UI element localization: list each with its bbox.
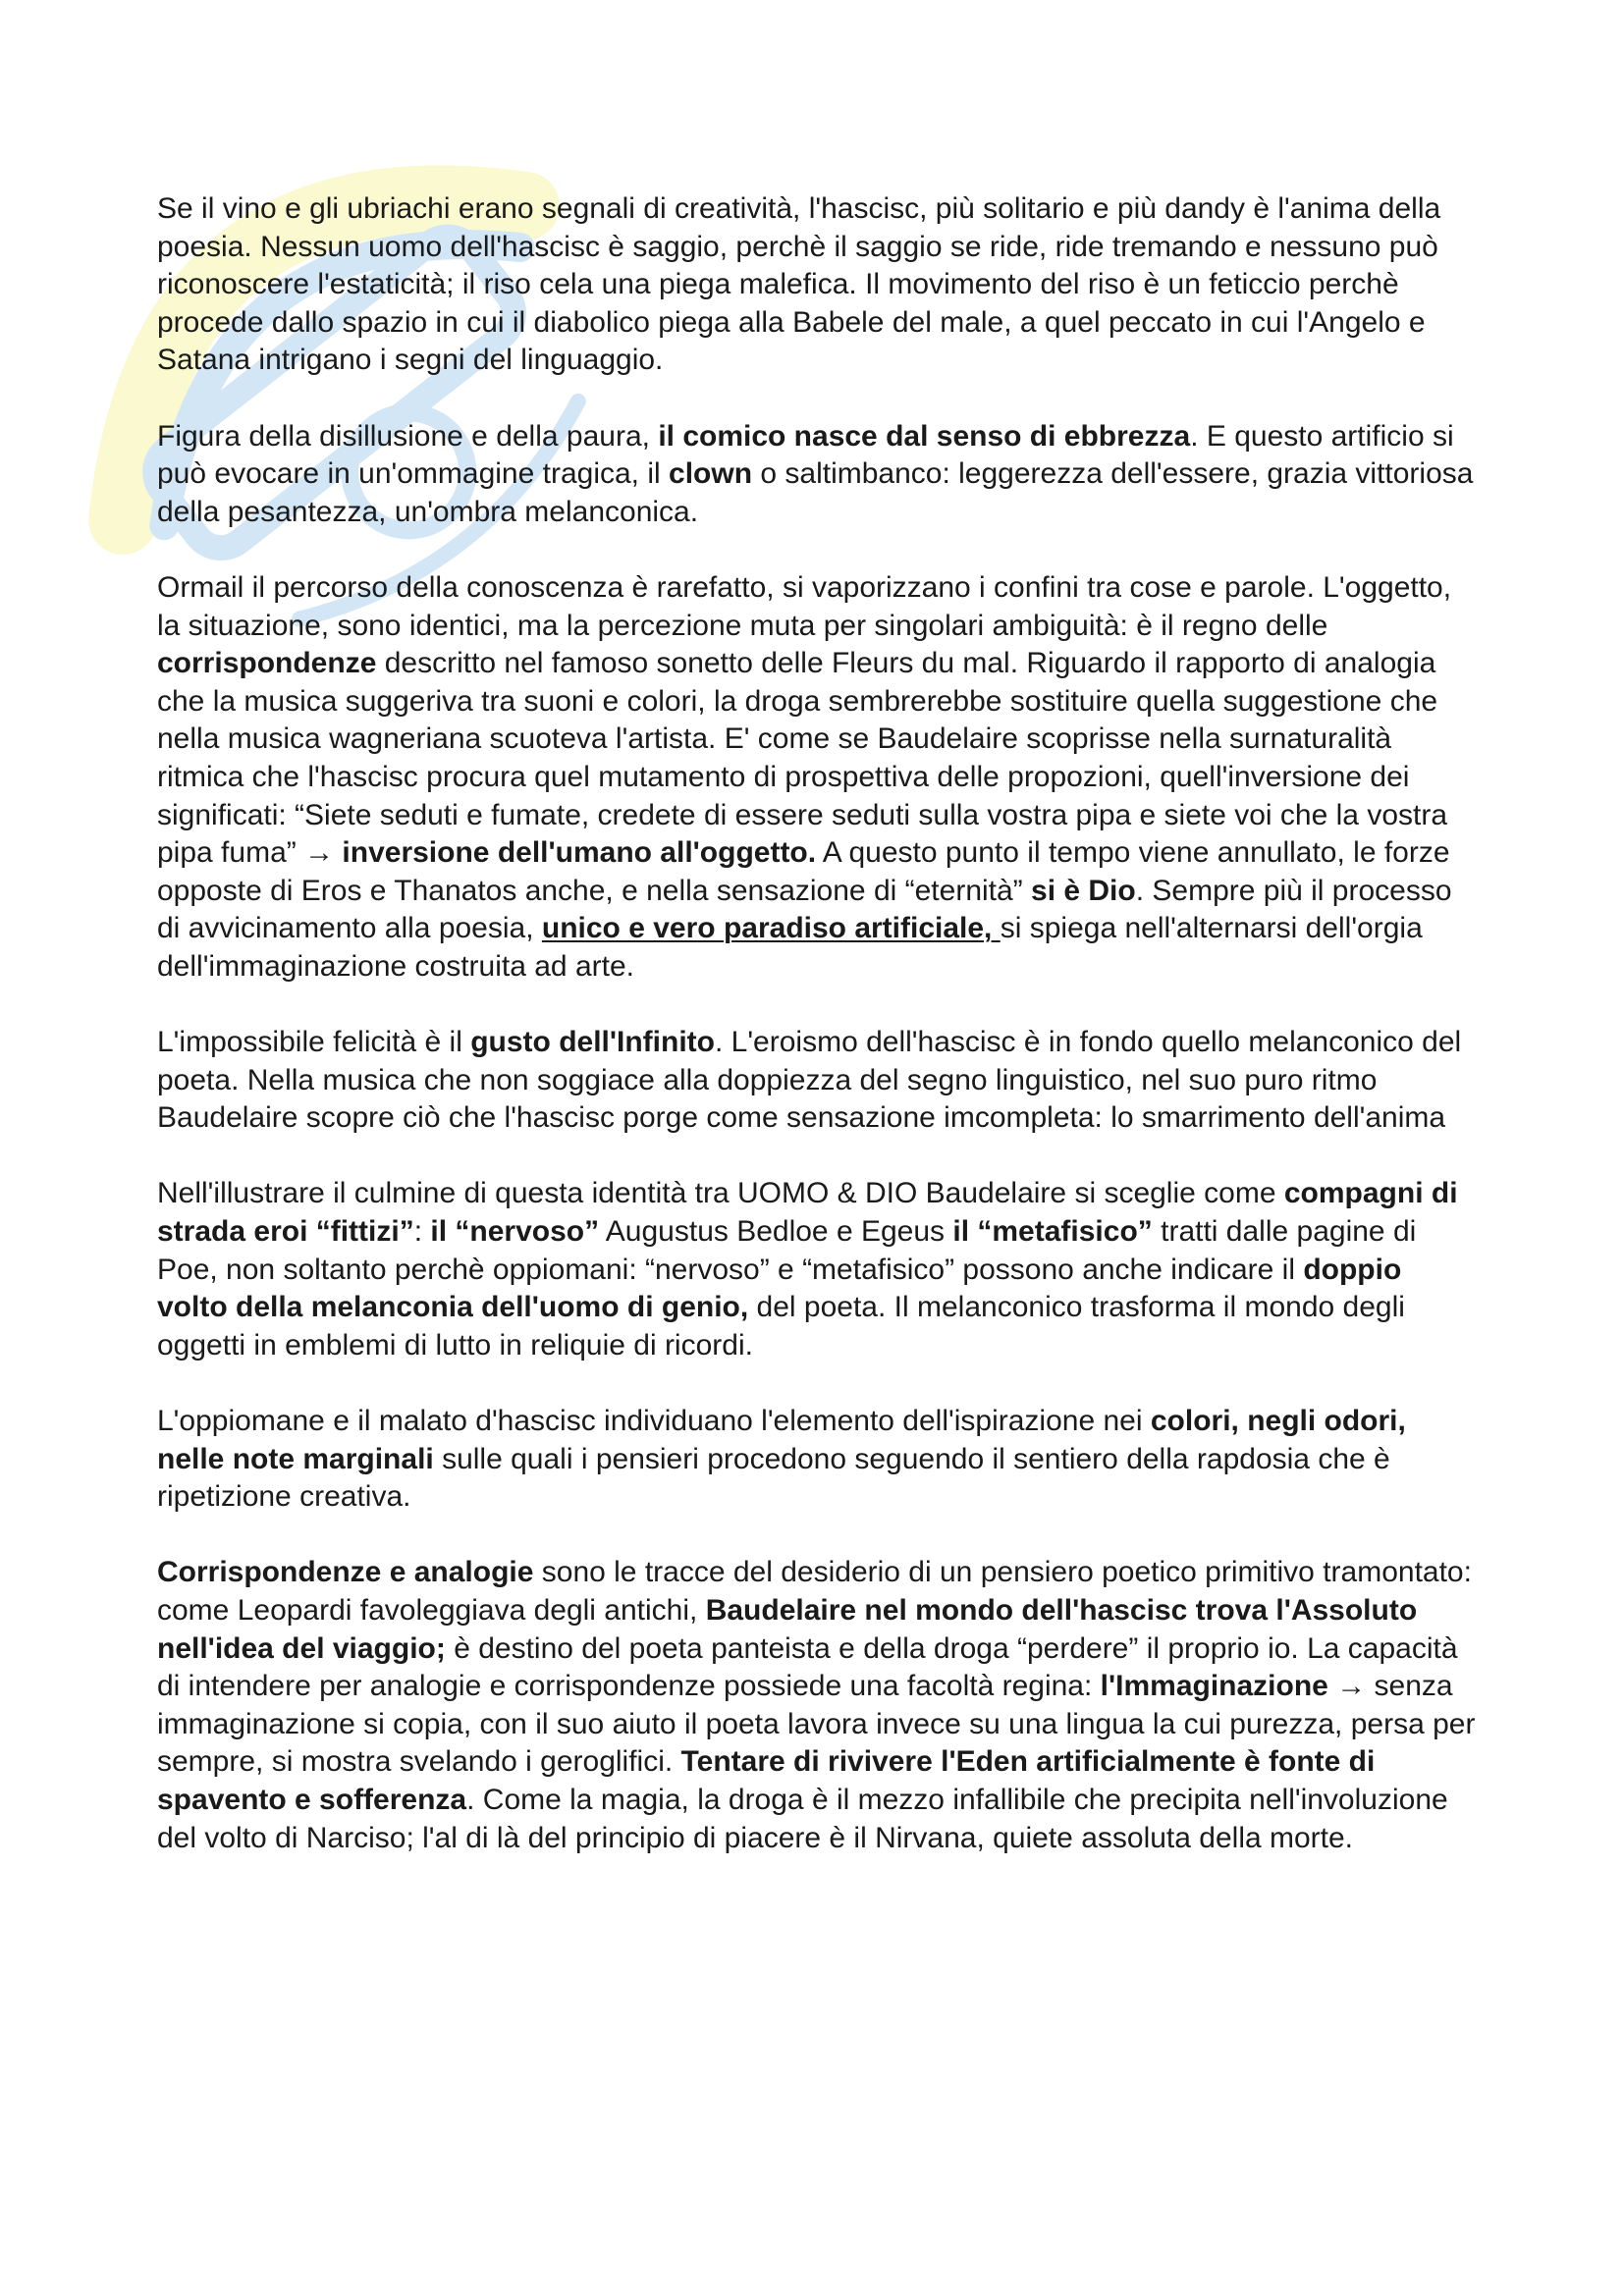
- text-run: sulle quali i pensieri procedono seguendo il sentiero della rapdosia che è ripetizione creativa.: [157, 1442, 1390, 1514]
- paragraph: [157, 1554, 1478, 1857]
- bold-text: colori, negli odori, nelle note marginali: [157, 1405, 1406, 1475]
- bold-text: si è Dio: [1031, 874, 1136, 907]
- paragraph: [157, 418, 1478, 532]
- bold-text: [542, 912, 1001, 944]
- paragraph: [157, 1024, 1478, 1138]
- paragraph: [157, 1403, 1478, 1517]
- text-run: . L'eroismo dell'hascisc è in fondo quello melanconico del poeta. Nella musica che non soggiace alla doppiezza del segno linguistico, nel suo puro ritmo Baudelaire scopre ciò che l'hascisc porge come sensazione imcompleta: lo smarrimento dell'anima: [157, 1026, 1462, 1135]
- text-run: Se il vino e gli ubriachi erano segnali di creatività, l'hascisc, più solitario e più dandy è l'anima della poesia. Nessun uomo dell'hascisc è saggio, perchè il saggio se ride, ride tremando e nessuno può riconoscere l'estaticità; il riso cela una piega malefica. Il movimento del riso è un feticcio perchè procede dallo spazio in cui il diabolico piega alla Babele del male, a quel peccato in cui l'Angelo e Satana intrigano i segni del linguaggio.: [157, 192, 1441, 377]
- text-run: . E questo artificio si può evocare in un'ommagine tragica, il: [157, 419, 1454, 491]
- bold-text: doppio volto della melanconia dell'uomo di genio,: [157, 1253, 1402, 1324]
- bold-text: Tentare di rivivere l'Eden artificialmente è fonte di spavento e sofferenza: [157, 1745, 1376, 1816]
- bold-text: Baudelaire nel mondo dell'hascisc trova l'Assoluto nell'idea del viaggio;: [157, 1593, 1418, 1665]
- text-run: descritto nel famoso sonetto delle Fleurs du mal. Riguardo il rapporto di analogia che la musica suggeriva tra suoni e colori, la droga sembrerebbe sostituire quella suggestione che nella musica wagneriana scuoteva l'artista. E' come se Baudelaire scoprisse nella surnaturalità ritmica che l'hascisc procura quel mutamento di prospettiva delle propozioni, quell'inversione dei significati: “Siete seduti e fumate, credete di essere seduti sulla vostra pipa e siete voi che la vostra pipa fuma” →: [157, 647, 1448, 870]
- text-run: . Sempre più il processo di avvicinamento alla poesia,: [157, 874, 1452, 945]
- text-run: Nell'illustrare il culmine di questa identità tra UOMO & DIO Baudelaire si sceglie come: [157, 1177, 1284, 1210]
- paragraph: [157, 569, 1478, 987]
- bold-text: inversione dell'umano all'oggetto.: [342, 836, 817, 870]
- bold-text: corrispondenze: [157, 647, 377, 680]
- text-run: sono le tracce del desiderio di un pensiero poetico primitivo tramontato: come Leopardi favoleggiava degli antichi,: [157, 1556, 1472, 1627]
- text-run: L'oppiomane e il malato d'hascisc individuano l'elemento dell'ispirazione nei: [157, 1405, 1151, 1437]
- text-run: :: [413, 1215, 431, 1249]
- paragraph: [157, 190, 1478, 380]
- bold-text: l'Immaginazione: [1100, 1670, 1328, 1703]
- text-run: Ormail il percorso della conoscenza è rarefatto, si vaporizzano i confini tra cose e parole. L'oggetto, la situazione, sono identici, ma la percezione muta per singolari ambiguità: è il regno delle: [157, 570, 1452, 642]
- text-run: o saltimbanco: leggerezza dell'essere, grazia vittoriosa della pesantezza, un'ombra melanconica.: [157, 457, 1474, 528]
- paragraph: [157, 1175, 1478, 1364]
- bold-text: compagni di strada eroi “fittizi”: [157, 1177, 1458, 1249]
- text-run: → senza immaginazione si copia, con il suo aiuto il poeta lavora invece su una lingua la cui purezza, persa per sempre, si mostra svelando i geroglifici.: [157, 1670, 1476, 1779]
- bold-text: il “metafisico”: [952, 1215, 1153, 1249]
- bold-text: clown: [669, 457, 753, 491]
- text-run: Augustus Bedloe e Egeus: [599, 1215, 953, 1249]
- document-body: [157, 190, 1478, 1896]
- text-run: è destino del poeta panteista e della droga “perdere” il proprio io. La capacità di intendere per analogie e corrispondenze possiede una facoltà regina:: [157, 1631, 1458, 1703]
- underlined-bold-text: unico e vero paradiso artificiale,: [541, 912, 1001, 945]
- bold-text: gusto dell'Infinito: [470, 1026, 715, 1059]
- bold-text: il comico nasce dal senso di ebbrezza: [658, 419, 1191, 453]
- text-run: si spiega nell'alternarsi dell'orgia dell'immaginazione costruita ad arte.: [157, 912, 1423, 983]
- text-run: A questo punto il tempo viene annullato, le forze opposte di Eros e Thanatos anche, e nella sensazione di “eternità”: [157, 836, 1450, 907]
- text-run: L'impossibile felicità è il: [157, 1026, 471, 1059]
- bold-text: il “nervoso”: [430, 1215, 600, 1249]
- text-run: tratti dalle pagine di Poe, non soltanto perchè oppiomani: “nervoso” e “metafisico” possono anche indicare il: [157, 1215, 1417, 1286]
- bold-text: Corrispondenze e analogie: [157, 1556, 534, 1589]
- text-run: del poeta. Il melanconico trasforma il mondo degli oggetti in emblemi di lutto in reliquie di ricordi.: [157, 1291, 1405, 1362]
- text-run: Figura della disillusione e della paura,: [157, 419, 659, 453]
- text-run: . Come la magia, la droga è il mezzo infallibile che precipita nell'involuzione del volto di Narciso; l'al di là del principio di piacere è il Nirvana, quiete assoluta della morte.: [157, 1783, 1448, 1854]
